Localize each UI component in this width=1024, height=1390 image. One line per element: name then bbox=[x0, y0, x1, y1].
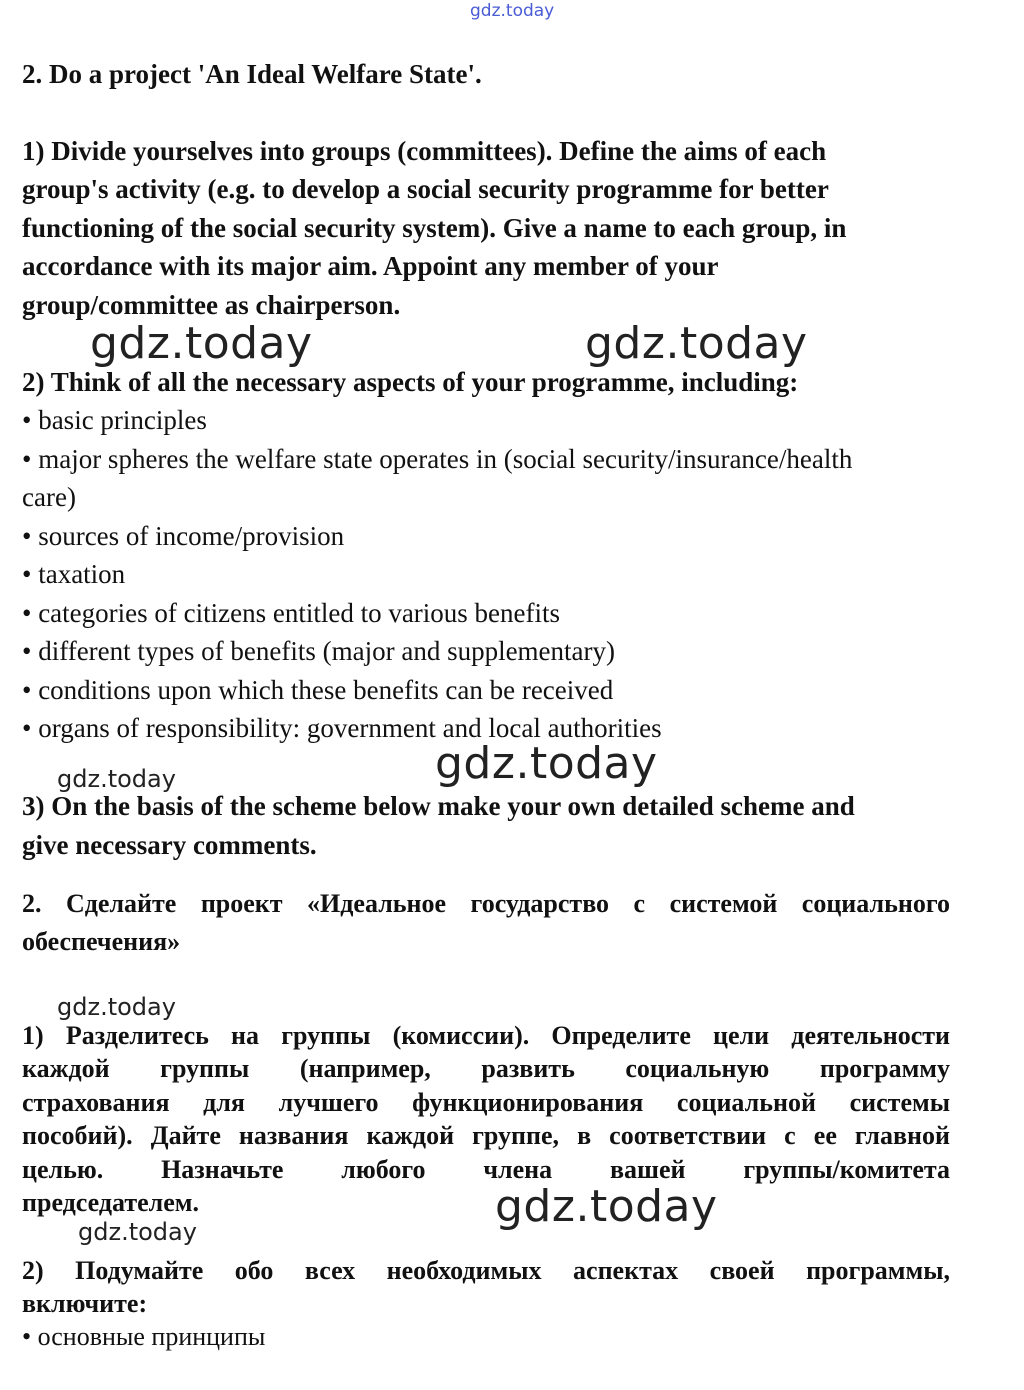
english-task2-item: • sources of income/provision bbox=[22, 521, 345, 551]
russian-task2-item: • основные принципы bbox=[22, 1322, 266, 1351]
russian-task1-line: целью. Назначьте любого члена вашей группы/комитета bbox=[22, 1155, 950, 1184]
english-task1-line: functioning of the social security system). Give a name to each group, in bbox=[22, 213, 847, 243]
english-task2-item: • different types of benefits (major and supplementary) bbox=[22, 636, 616, 666]
russian-task1-line: пособий). Дайте названия каждой группе, в соответствии с ее главной bbox=[22, 1121, 950, 1150]
russian-task1-line: каждой группы (например, развить социальную программу bbox=[22, 1054, 950, 1083]
russian-title-line: 2. Сделайте проект «Идеальное государство с системой социального bbox=[22, 889, 950, 918]
english-task2-item: • basic principles bbox=[22, 405, 207, 435]
russian-title-line: обеспечения» bbox=[22, 927, 181, 956]
watermark: gdz.today bbox=[57, 993, 176, 1021]
russian-task1-line: страхования для лучшего функционирования социальной системы bbox=[22, 1088, 950, 1117]
watermark: gdz.today bbox=[78, 1218, 197, 1246]
watermark-top: gdz.today bbox=[470, 1, 555, 21]
english-task3-line: 3) On the basis of the scheme below make your own detailed scheme and bbox=[22, 791, 855, 821]
english-task1-line: accordance with its major aim. Appoint any member of your bbox=[22, 251, 719, 281]
english-task1-line: group's activity (e.g. to develop a social security programme for better bbox=[22, 174, 829, 204]
english-task2-heading: 2) Think of all the necessary aspects of your programme, including: bbox=[22, 367, 799, 397]
watermark: gdz.today bbox=[57, 765, 176, 793]
english-task2-item: • categories of citizens entitled to various benefits bbox=[22, 598, 561, 628]
russian-task2-line: 2) Подумайте обо всех необходимых аспектах своей программы, bbox=[22, 1256, 950, 1285]
english-task2-item: care) bbox=[22, 482, 76, 512]
russian-task1-line: председателем. bbox=[22, 1188, 199, 1217]
english-title: 2. Do a project 'An Ideal Welfare State'. bbox=[22, 59, 482, 89]
watermark: gdz.today bbox=[585, 318, 808, 369]
english-task2-item: • conditions upon which these benefits can be received bbox=[22, 675, 614, 705]
watermark: gdz.today bbox=[90, 318, 313, 369]
english-task3-line: give necessary comments. bbox=[22, 830, 317, 860]
watermark: gdz.today bbox=[435, 738, 658, 789]
russian-task1-line: 1) Разделитесь на группы (комиссии). Определите цели деятельности bbox=[22, 1021, 950, 1050]
english-task2-item: • major spheres the welfare state operates in (social security/insurance/health bbox=[22, 444, 853, 474]
english-task1-line: group/committee as chairperson. bbox=[22, 290, 401, 320]
english-task1-line: 1) Divide yourselves into groups (committees). Define the aims of each bbox=[22, 136, 827, 166]
english-task2-item: • taxation bbox=[22, 559, 126, 589]
russian-task2-line: включите: bbox=[22, 1289, 148, 1318]
english-task2-item: • organs of responsibility: government and local authorities bbox=[22, 713, 662, 743]
watermark: gdz.today bbox=[495, 1181, 718, 1232]
